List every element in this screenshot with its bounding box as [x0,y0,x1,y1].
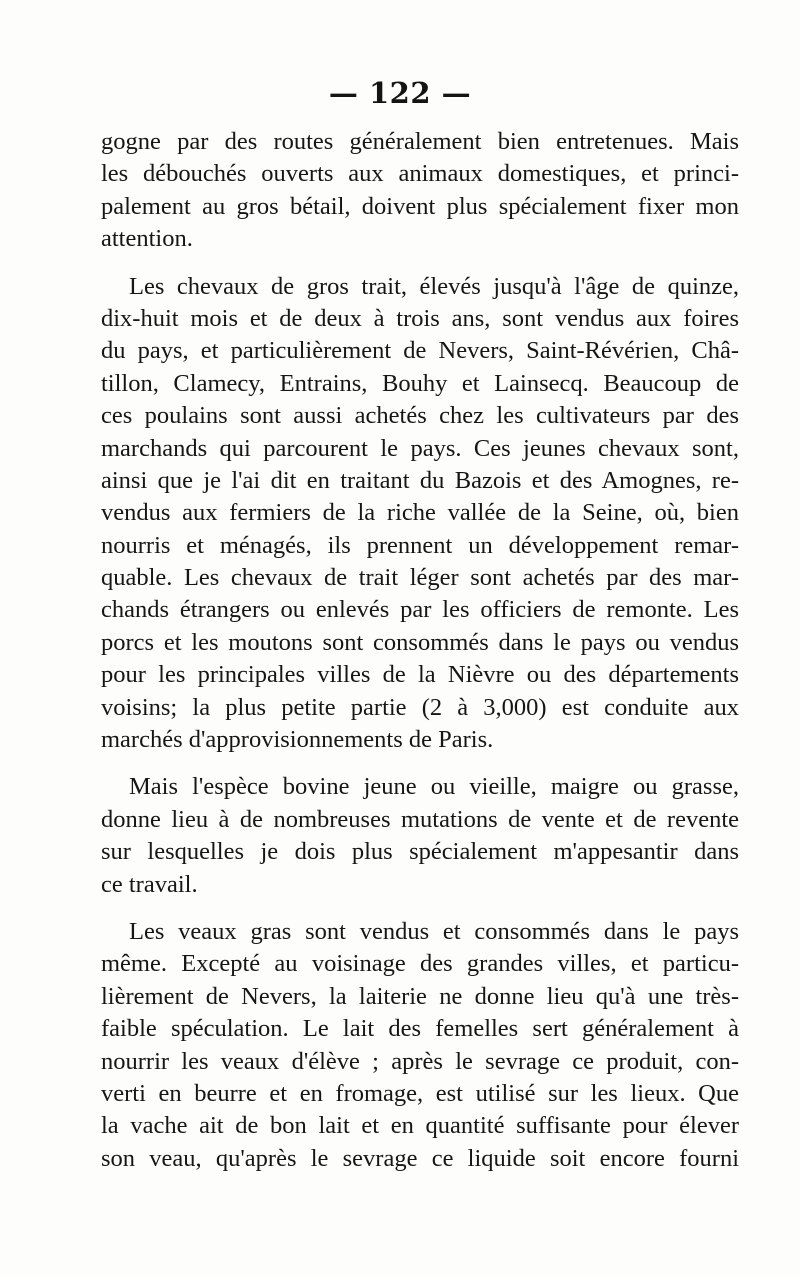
text-line: du pays, et particulièrement de Nevers, Saint-Révérien, Châ- [101,337,739,365]
paragraph-2 [101,271,739,757]
paragraph-3 [101,771,739,901]
text-line: donne lieu à de nombreuses mutations de vente et de revente [101,805,739,833]
paragraph-4 [101,916,739,1175]
text-line: son veau, qu'après le sevrage ce liquide soit encore fourni [101,1144,739,1172]
page-number: — 122 — [328,76,472,110]
text-line: marchands qui parcourent le pays. Ces jeunes chevaux sont, [101,434,739,462]
text-line: ainsi que je l'ai dit en traitant du Bazois et des Amognes, re- [101,466,739,494]
text-line: nourris et ménagés, ils prennent un développement remar- [101,531,739,559]
text-line: tillon, Clamecy, Entrains, Bouhy et Lainsecq. Beaucoup de [101,369,739,397]
text-line: chands étrangers ou enlevés par les officiers de remonte. Les [101,596,739,624]
text-line: marchés d'approvisionnements de Paris. [101,726,494,754]
paragraph-1 [101,126,739,256]
text-line: lièrement de Nevers, la laiterie ne donne lieu qu'à une très- [101,982,739,1010]
text-line: gogne par des routes généralement bien entretenues. Mais [101,128,739,155]
text-line: palement au gros bétail, doivent plus spécialement fixer mon [101,192,739,220]
text-line: vendus aux fermiers de la riche vallée de la Seine, où, bien [101,499,739,527]
body-text [101,126,739,1190]
text-line: Les chevaux de gros trait, élevés jusqu'à l'âge de quinze, [129,272,739,300]
text-line: verti en beurre et en fromage, est utilisé sur les lieux. Que [101,1079,739,1107]
text-line: sur lesquelles je dois plus spécialement m'appesantir dans [101,838,739,866]
text-line: Mais l'espèce bovine jeune ou vieille, maigre ou grasse, [129,773,739,801]
text-line: quable. Les chevaux de trait léger sont achetés par des mar- [101,564,739,592]
text-line: faible spéculation. Le lait des femelles sert généralement à [101,1015,739,1043]
text-line: même. Excepté au voisinage des grandes villes, et particu- [101,950,739,978]
text-line: Les veaux gras sont vendus et consommés dans le pays [129,917,739,945]
text-line: porcs et les moutons sont consommés dans le pays ou vendus [101,628,739,656]
text-line: nourrir les veaux d'élève ; après le sevrage ce produit, con- [101,1047,739,1075]
text-line: pour les principales villes de la Nièvre ou des départements [101,661,739,689]
text-line: ce travail. [101,870,198,898]
text-line: les débouchés ouverts aux animaux domestiques, et princi- [101,160,739,188]
text-line: attention. [101,225,193,253]
text-line: dix-huit mois et de deux à trois ans, sont vendus aux foires [101,304,739,332]
text-line: ces poulains sont aussi achetés chez les cultivateurs par des [101,402,739,430]
text-line: la vache ait de bon lait et en quantité suffisante pour élever [101,1112,739,1140]
text-line: voisins; la plus petite partie (2 à 3,000) est conduite aux [101,693,739,721]
